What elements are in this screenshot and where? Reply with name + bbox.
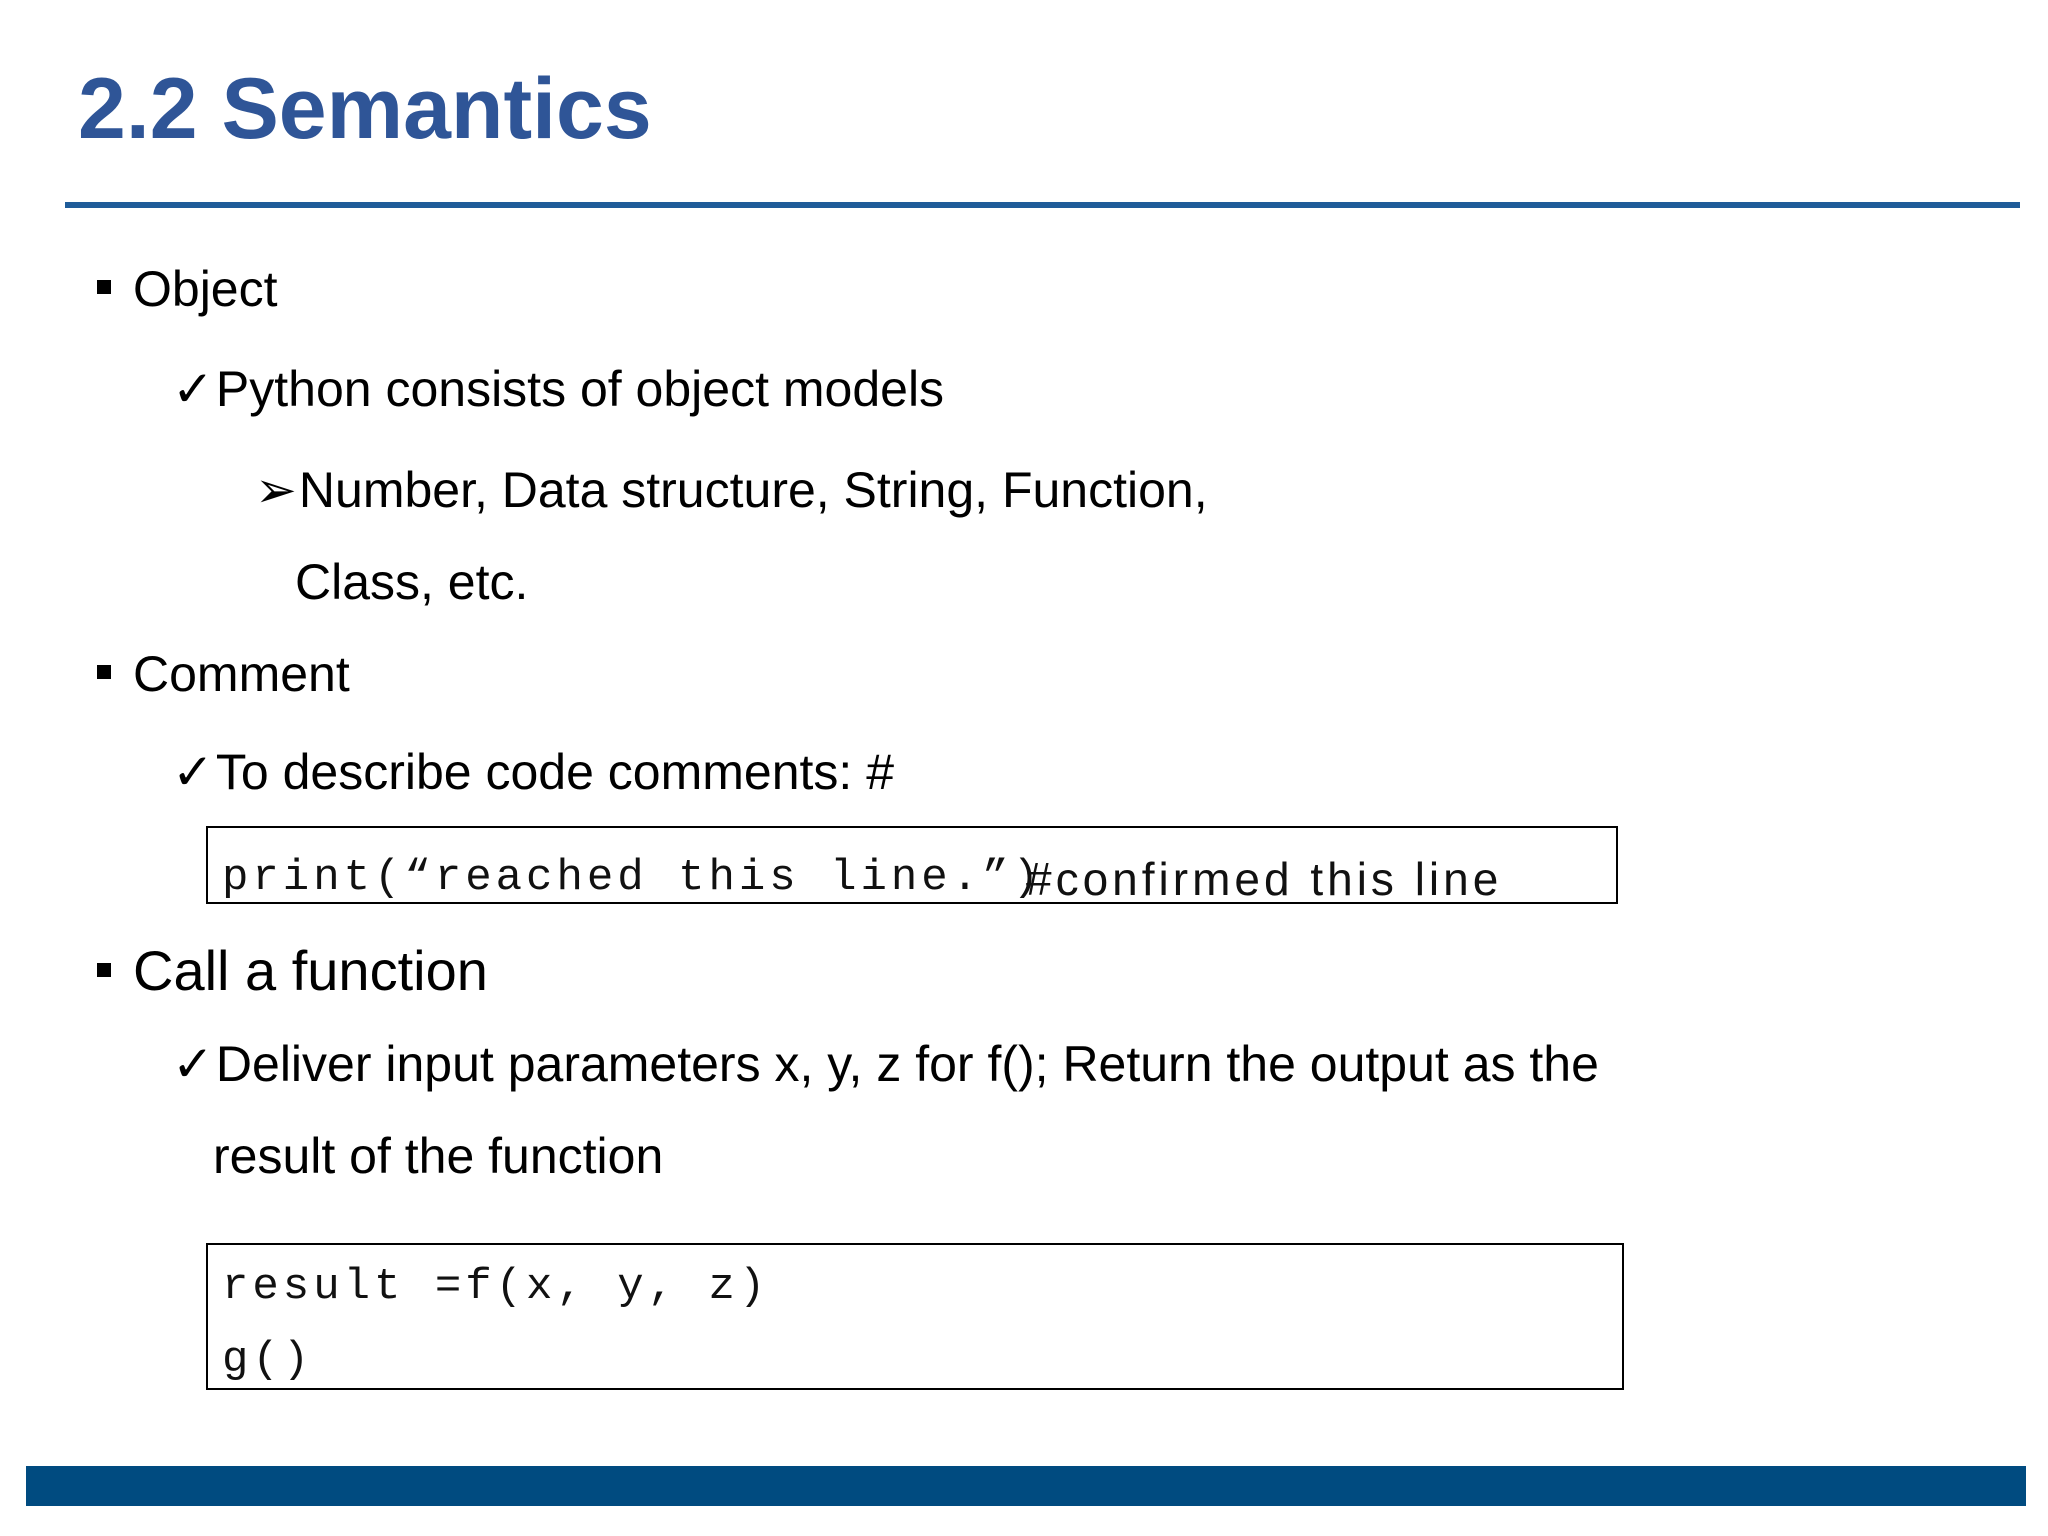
object-heading: Object [133, 261, 278, 317]
arrow-bullet-icon: ➢ [255, 462, 297, 518]
comment-point-text: To describe code comments: # [215, 744, 895, 800]
call-code-line-2: g() [222, 1335, 314, 1385]
bullet-square-icon [97, 963, 111, 977]
bullet-square-icon [97, 665, 111, 679]
comment-code-annotation: #confirmed this line [1026, 853, 1503, 905]
object-subpoint [255, 462, 1208, 518]
object-point-text: Python consists of object models [215, 361, 945, 417]
comment-point [172, 744, 895, 800]
slide-title: 2.2 Semantics [78, 61, 652, 157]
call-code-box [206, 1243, 1624, 1390]
object-subpoint-continuation: Class, etc. [295, 554, 529, 610]
footer-bar [26, 1466, 2026, 1506]
object-subpoint-text: Number, Data structure, String, Function, [298, 462, 1208, 518]
title-divider [65, 202, 2020, 208]
bullet-square-icon [97, 280, 111, 294]
check-icon: ✓ [172, 361, 214, 417]
comment-heading: Comment [133, 646, 350, 702]
comment-code-box [206, 826, 1618, 904]
check-icon: ✓ [172, 744, 214, 800]
check-icon: ✓ [172, 1036, 214, 1092]
call-heading: Call a function [133, 939, 488, 1002]
call-point-text: Deliver input parameters x, y, z for f(); Return the output as the [215, 1036, 1599, 1092]
object-point [172, 361, 945, 417]
call-point [172, 1036, 1599, 1092]
comment-code-line: print(“reached this line.”) [222, 853, 1043, 903]
call-point-continuation: result of the function [213, 1128, 664, 1184]
call-code-line-1: result =f(x, y, z) [222, 1262, 770, 1312]
